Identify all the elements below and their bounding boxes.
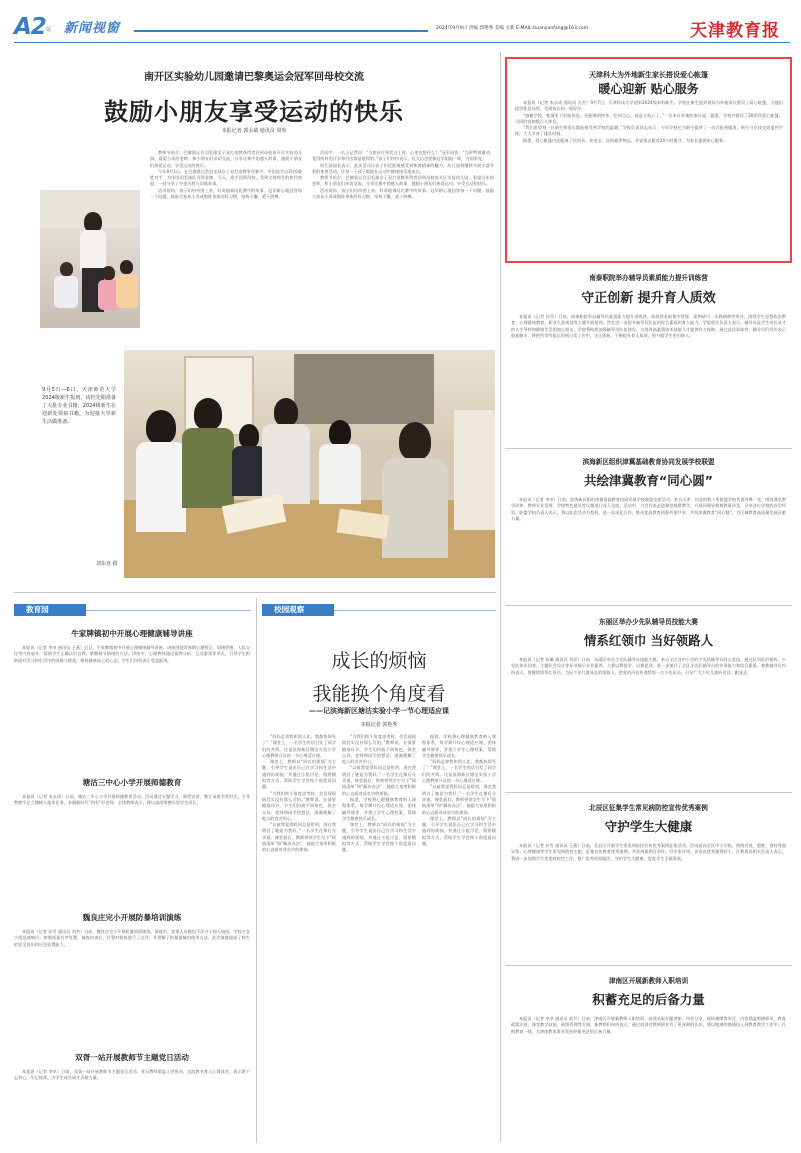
issue-meta: 2024年9月9日 责编 郭艳秀 美编 文新 E-MAIL:tiuanyanfang@163.com bbox=[436, 26, 589, 31]
header-bottom-rule bbox=[14, 42, 790, 43]
mid-divider bbox=[14, 592, 496, 593]
left-article-1: 牛家牌镇初中开展心理健康辅导讲座 本报讯（记者 李卓 通讯员 王燕）近日，牛家牌镇初中开展心理健康辅导讲座。讲座围绕青春期心理特点、情绪管理、人际交往等内容展开，帮助学生正确认识自我，掌握调节情绪的方法。讲座中，心理教师通过案例分析、互动游戏等形式，引导学生积极面对学习和生活中的困难与挑战，保持健康向上的心态。学生们纷纷表示受益匪浅。 bbox=[14, 629, 250, 663]
mid-title: 成长的烦恼 我能换个角度看 bbox=[312, 650, 446, 705]
box-body: 本报讯（记者 朱永成 通讯员 冯杰）9月7日，天津科技大学迎来2024级本科新生。学校在新生报到现场为外地家长搭设了爱心帐篷，为他们提供休息场所，受到家长的一致好评。 “感谢学校，帐篷里不但能休息，还能喝到热茶、吃到点心，真是太贴心了。”一位来自外地的家长说。据悉，学校共搭设了20余顶爱心帐篷，可同时容纳数百人休息。 “我们希望每一位新生和家长都能感受到学校的温暖。”学校负责同志表示，今年学校还为新生提供了一站式报到服务，新生可在线完成报到手续，大大节省了排队时间。 据悉，爱心帐篷内还配备了饮用水、充电宝、医药箱等物品，并安排志愿者24小时值守，为家长提供贴心服务。 bbox=[515, 100, 783, 143]
mid-subtitle: ——记滨海新区塘沽实验小学一节心理适应课 bbox=[309, 707, 449, 715]
left-section-tag: 教育园 bbox=[14, 604, 86, 616]
box-title: 暖心迎新 贴心服务 bbox=[598, 82, 699, 96]
mid-body-col3: 据悉，学校将心理健康教育纳入课程体系，每学期开设心理适应课、团体辅导课等，并建立学生心理档案，帮助学生健康快乐成长。 “妈妈总拿我和别人比，我都快烦死了！”课堂上，一名学生的话引发了同学们的共鸣。这是滨海新区塘沽实验小学心理教师开设的一节心理适应课。 “以前我觉得妈妈总是唠叨，现在我明白了她是为我好。”一名学生在课后分享道。课堂最后，教师带领学生写下“烦恼清单”和“解决办法”，鼓励大家用积极的心态面对成长中的烦恼。 课堂上，教师以“成长的烦恼”为主题，引导学生说出自己在学习和生活中遇到的烦恼，并通过小组讨论、情景模拟等方式，帮助学生学会换个角度看问题。 bbox=[422, 734, 496, 847]
right-rule-1 bbox=[505, 448, 792, 449]
photo-caption: 9月5日—6日，天津师范大学2024级新生报到，该校先期准备了大批专业书籍，2024级新生在迎新处领取书籍，为迎接大学新生活做准备。 bbox=[42, 387, 116, 425]
top-story-title: 鼓励小朋友享受运动的快乐 bbox=[104, 98, 404, 126]
right-rule-4 bbox=[505, 965, 792, 966]
mid-section-tag: 校园观察 bbox=[262, 604, 334, 616]
mid-byline: 本报记者 郭艳秀 bbox=[360, 722, 398, 728]
mid-body-col2: “当我们换个角度思考时，会发现烦恼其实没有那么可怕。”教师说。在情景模拟环节，学生们扮演不同角色，体会父母、老师和同学的想法，逐渐理解了他人的良苦用心。 “以前我觉得妈妈总是唠叨，现在我明白了她是为我好。”一名学生在课后分享道。课堂最后，教师带领学生写下“烦恼清单”和“解决办法”，鼓励大家用积极的心态面对成长中的烦恼。 据悉，学校将心理健康教育纳入课程体系，每学期开设心理适应课、团体辅导课等，并建立学生心理档案，帮助学生健康快乐成长。 课堂上，教师以“成长的烦恼”为主题，引导学生说出自己在学习和生活中遇到的烦恼，并通过小组讨论、情景模拟等方式，帮助学生学会换个角度看问题。 bbox=[342, 734, 416, 853]
top-story-kicker: 南开区实验幼儿园邀请巴黎奥运会冠军回母校交流 bbox=[144, 72, 364, 83]
right-article-1: 南泰职院举办辅导员素质能力提升训练营 守正创新 提升育人质效 本报讯（记者 孙雪）日前，南泰职院举办辅导员素质能力提升训练营。训练营采取集中授课、案例研讨、实践研修等形式，围绕学生思想政治教育、心理健康教育、职业生涯规划等主题开展培训，旨在进一步提升辅导员队伍的综合素质和育人能力。学院相关负责人表示，辅导员是学生成长成才的人生导师和健康生活的知心朋友，学院将持续加强辅导员队伍建设，为培养高素质技术技能人才提供有力保障。通过此次训练营，辅导员们纷纷表示收获颇丰，将把所学所悟运用到日常工作中，守正创新，不断提升育人质效，努力做学生的引路人。 bbox=[511, 274, 786, 338]
header-rule bbox=[134, 30, 428, 32]
left-article-2: 塘沽三中心小学开展师德教育 本报讯（记者 朱永成）日前，塘沽三中心小学开展师德教育活动。活动通过专题学习、典型宣讲、签订承诺书等形式，引导教师牢记立德树人根本任务，争做新时代“四有”好老师。全体教师表示，将以高尚师德引领学生成长。 bbox=[14, 778, 250, 806]
right-column-divider bbox=[500, 52, 501, 1142]
page-number: A2 bbox=[14, 14, 46, 40]
top-story-body-col2: 活动中，一名小记者问：“当您站在领奖台上时，心里在想什么？”冠军回答：“当时特别激动，觉得所有的汗水和付出都是值得的。”孩子们纷纷表示，长大后也要像冠军姐姐一样，为国争光。 幼儿园园长表示，此次活动让孩子们近距离感受到体育精神的魅力，幼儿园将继续开展丰富多彩的体育活动，让每一个孩子都能在运动中健康快乐地成长。 教师节前夕，巴黎奥运会羽毛球女子双打金牌获得者回到母校南开区实验幼儿园，看望当年的老师，和小朋友们亲切交流，分享比赛中的感人故事，激励小朋友们热爱运动、享受运动的快乐。 活动现场，孩子们纷纷围上来，好奇地询问比赛中的故事。冠军耐心地回答每一个问题，鼓励大家从小养成锻炼身体的好习惯，坚持不懈、勇于拼搏。 bbox=[312, 150, 494, 200]
top-story-photo bbox=[40, 190, 140, 328]
mid-body-col1: “妈妈总拿我和别人比，我都快烦死了！”课堂上，一名学生的话引发了同学们的共鸣。这是滨海新区塘沽实验小学心理教师开设的一节心理适应课。 课堂上，教师以“成长的烦恼”为主题，引导学生说出自己在学习和生活中遇到的烦恼，并通过小组讨论、情景模拟等方式，帮助学生学会换个角度看问题。 “当我们换个角度思考时，会发现烦恼其实没有那么可怕。”教师说。在情景模拟环节，学生们扮演不同角色，体会父母、老师和同学的想法，逐渐理解了他人的良苦用心。 “以前我觉得妈妈总是唠叨，现在我明白了她是为我好。”一名学生在课后分享道。课堂最后，教师带领学生写下“烦恼清单”和“解决办法”，鼓励大家用积极的心态面对成长中的烦恼。 bbox=[262, 734, 336, 853]
right-article-5: 津南区开展新教师入职培训 积蓄充足的后备力量 本报讯（记者 李卓 通讯员 高升）日前，津南区开展新教师入职培训。培训采取专题讲座、经验分享、现场观摩等形式，内容涵盖师德师风、教育政策法规、课堂教学技能、班级管理等方面。新教师们纷纷表示，通过培训对教师职业有了更深刻的认识，将以饱满的热情投入到教育教学工作中，扎根教育一线，为津南教育事业发展积蓄充足的后备力量。 bbox=[511, 977, 786, 1034]
right-article-4: 北辰区征集学生常见病防控宣传优秀案例 守护学生大健康 本报讯（记者 孙雪 通讯员 王燕）日前，北辰区开展学生常见病防控宣传优秀案例征集活动。活动面向全区中小学校，围绕近视、肥胖、脊柱弯曲异常、心理健康等学生常见病防控主题，征集宣传教育优秀案例，共收到案例百余件。经专家评审，评选出优秀案例若干。区教育局相关负责人表示，将进一步加强学生常见病防控工作，推广优秀经验做法，守护学生大健康，促进学生全面发展。 bbox=[511, 804, 786, 861]
right-article-3: 东丽区举办少先队辅导员技能大赛 情系红领巾 当好领路人 本报讯（记者 张璐 通讯员 刘洋）日前，东丽区举办少先队辅导员技能大赛。来自全区各中小学的少先队辅导员同台竞技，通过队列队形指挥、少先队知识问答、主题队会设计等环节展示专业素养。大赛以赛促学、以赛促训，进一步提升了全区少先队辅导员的业务能力和综合素质。参赛辅导员纷纷表示，将继续情系红领巾，当好少年儿童成长的领路人，把党的声音传递给每一名少先队员，引导广大少年儿童听党话、跟党走。 bbox=[511, 618, 786, 675]
photo-credit: 刘东亚 摄 bbox=[96, 561, 118, 567]
right-rule-2 bbox=[505, 605, 792, 606]
main-photo bbox=[124, 350, 495, 578]
section-name: 新闻视窗 bbox=[64, 21, 121, 36]
left-tag-line bbox=[86, 610, 250, 611]
newspaper-logo: 天津教育报 bbox=[690, 21, 780, 41]
page-number-suffix: 版 bbox=[46, 27, 52, 33]
box-kicker: 天津科大为外地新生家长搭设爱心帐篷 bbox=[589, 71, 708, 79]
top-story-body-col1: 教师节前夕，巴黎奥运会羽毛球女子双打金牌获得者回到母校南开区实验幼儿园，看望当年的老师，和小朋友们亲切交流，分享比赛中的感人故事，激励小朋友们热爱运动、享受运动的快乐。 今年8月1日，在巴黎奥运会羽毛球女子双打金牌争夺赛中，中国选手以2比0战胜对手，为中国羽毛球队夺得金牌。当天，选手回到母校，受到全体师生的热烈欢迎，一同分享了夺金历程与训练故事。 活动现场，孩子们纷纷围上来，好奇地询问比赛中的故事。冠军耐心地回答每一个问题，鼓励大家从小养成锻炼身体的好习惯，坚持不懈、勇于拼搏。 bbox=[150, 150, 302, 200]
mid-tag-line bbox=[334, 610, 496, 611]
top-story-byline: 本报记者 郭永斌 通讯员 周鲁 bbox=[221, 128, 287, 134]
right-rule-3 bbox=[505, 792, 792, 793]
left-article-3: 魏良庄完小开展防暴培训演练 本报讯（记者 孙雪 通讯员 刘杰）日前，魏良庄完小开展防暴培训演练。演练中，安保人员模拟不法分子闯入校园，学校应急小组迅速响应，按照预案有序处置。演练结束后，民警对演练进行了点评，并讲解了防暴器械的使用方法。此次演练提高了师生的安全意识和应急处置能力。 bbox=[14, 913, 250, 947]
left-article-4: 双胥一站开展教师节主题党日活动 本报讯（记者 李卓）日前，双胥一站开展教师节主题党日活动。党员教师重温入党誓词，交流教书育人心得体会，表示将不忘初心、牢记使命，为学生成长成才贡献力量。 bbox=[14, 1053, 250, 1081]
left-column-divider bbox=[256, 598, 257, 1143]
right-article-2: 滨海新区组织津冀基础教育协同发展学校联盟 共绘津冀教育“同心圆” 本报讯（记者 李卓）日前，滨海新区组织津冀基础教育协同发展学校联盟交流活动。来自天津、河北的数十所联盟学校代表齐聚一堂，围绕课堂教学改革、教师专业发展、学校特色建设等议题进行深入交流。活动中，与会代表走进课堂观摩教学，开展同课异构和教研沙龙，分享各自学校的办学经验。联盟学校负责人表示，将以此次活动为契机，进一步深化合作，推动优质教育资源共建共享，共绘津冀教育“同心圆”，为区域教育高质量发展贡献力量。 bbox=[511, 458, 786, 521]
